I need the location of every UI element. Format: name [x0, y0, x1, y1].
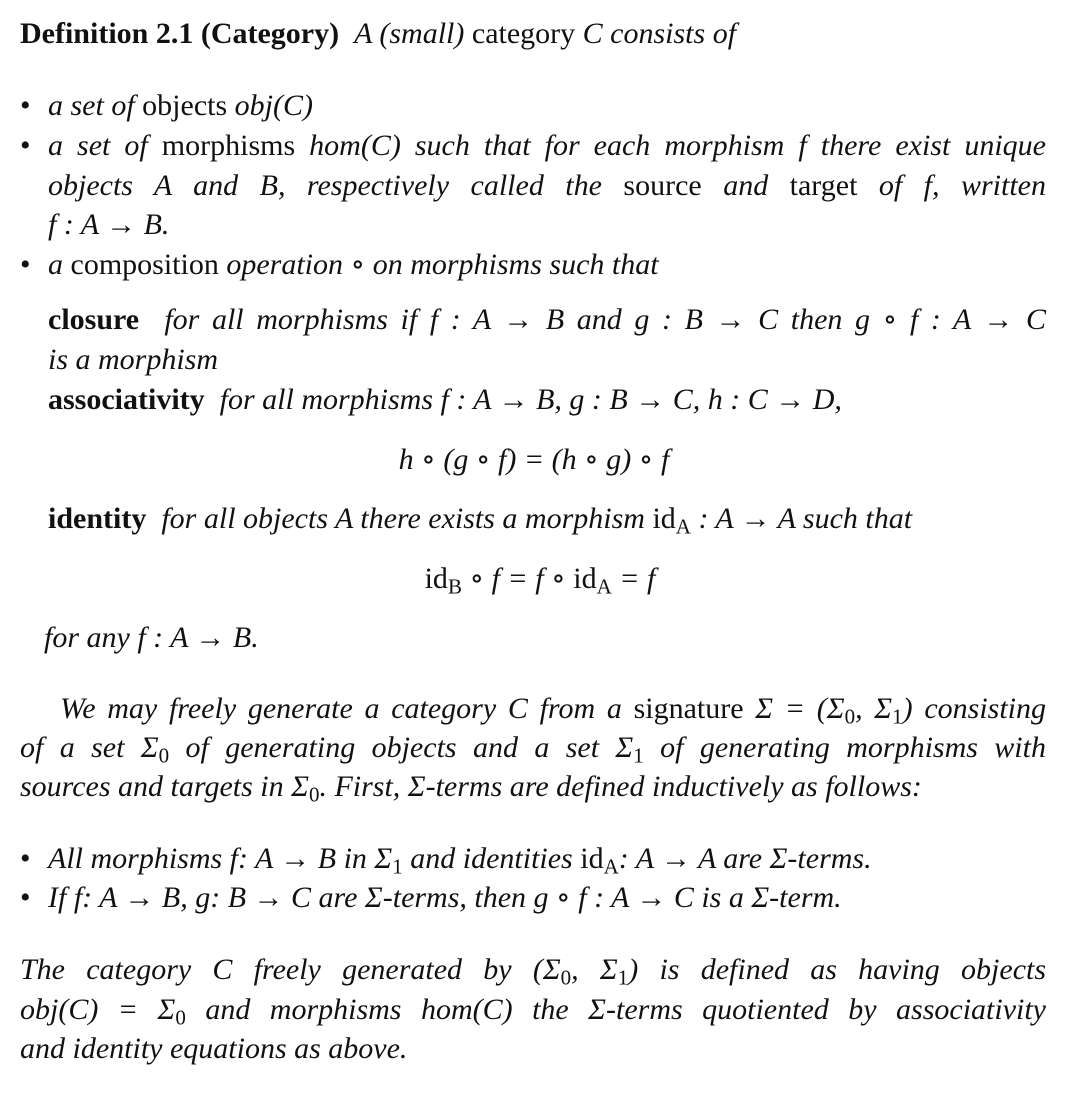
axiom-associativity — [48, 380, 842, 420]
axiom-closure-line2: is a morphism — [48, 343, 219, 376]
axiom-associativity-text: for all morphisms f : A → B, g : B → C, h : C → D, — [219, 383, 842, 416]
axiom-identity-term: identity — [48, 502, 147, 535]
paragraph-signature-line3: sources and targets in $\Sigma_0$. First, Σ-terms are defined inductively as follows: — [20, 770, 922, 807]
axiom-closure-text: for all morphisms if f : A → B and g : B → C then g ∘ f : A → C — [164, 303, 1046, 336]
definition-bullet-morphisms-line1: a set of morphisms hom(C) such that for each morphism f there exist unique — [48, 129, 1046, 162]
paragraph-signature-line1: We may freely generate a category C from a signature $\Sigma = (\Sigma_0$, $\Sigma_1$) consisting — [60, 692, 1047, 729]
definition-intro: A (small) category C consists of — [354, 17, 737, 50]
bullet-glyph: • — [20, 89, 31, 122]
definition-bullet-morphisms-line2: objects A and B, respectively called the source and target of f, written — [48, 169, 1046, 202]
definition-bullet-composition: a composition operation ∘ on morphisms such that — [48, 248, 659, 281]
paragraph-free-category-line2: $obj(C) = \Sigma_0$ and morphisms hom(C) the Σ-terms quotiented by associativity — [20, 993, 1046, 1030]
definition-label: Definition 2.1 (Category) — [20, 17, 340, 50]
identity-equation: $id_B$ ∘ f = f ∘ $id_A = f$ — [424, 562, 656, 599]
associativity-equation: h ∘ (g ∘ f) = (h ∘ g) ∘ f — [398, 443, 670, 476]
paragraph-free-category-line1: The category C freely generated by ($\Sigma_0$, $\Sigma_1$) is defined as having objects — [20, 953, 1047, 990]
definition-bullet-objects: a set of objects obj(C) — [48, 89, 313, 122]
bullet-glyph: • — [20, 881, 31, 914]
axiom-associativity-term: associativity — [48, 383, 205, 416]
bullet-glyph: • — [20, 842, 31, 875]
axiom-identity-text: for all objects A there exists a morphism $id_A$ : A → A such that — [161, 502, 913, 539]
identity-trailer: for any f : A → B. — [44, 621, 259, 654]
axiom-closure — [48, 300, 1046, 340]
paragraph-free-category-line3: and identity equations as above. — [20, 1032, 408, 1065]
bullet-glyph: • — [20, 248, 31, 281]
term-rule-composition: If f: A → B, g: B → C are Σ-terms, then g ∘ f : A → C is a Σ-term. — [48, 881, 842, 914]
paragraph-signature-line2: of a set $\Sigma_0$ of generating objects and a set $\Sigma_1$ of generating morphisms with — [20, 731, 1046, 768]
term-rule-base: All morphisms f: A → B in $\Sigma_1$ and identities $id_A$: A → A are Σ-terms. — [48, 842, 872, 879]
definition-bullet-morphisms-line3: f : A → B. — [48, 208, 170, 241]
axiom-identity — [48, 499, 912, 539]
definition-header — [20, 14, 736, 54]
bullet-glyph: • — [20, 129, 31, 162]
axiom-closure-term: closure — [48, 303, 140, 336]
